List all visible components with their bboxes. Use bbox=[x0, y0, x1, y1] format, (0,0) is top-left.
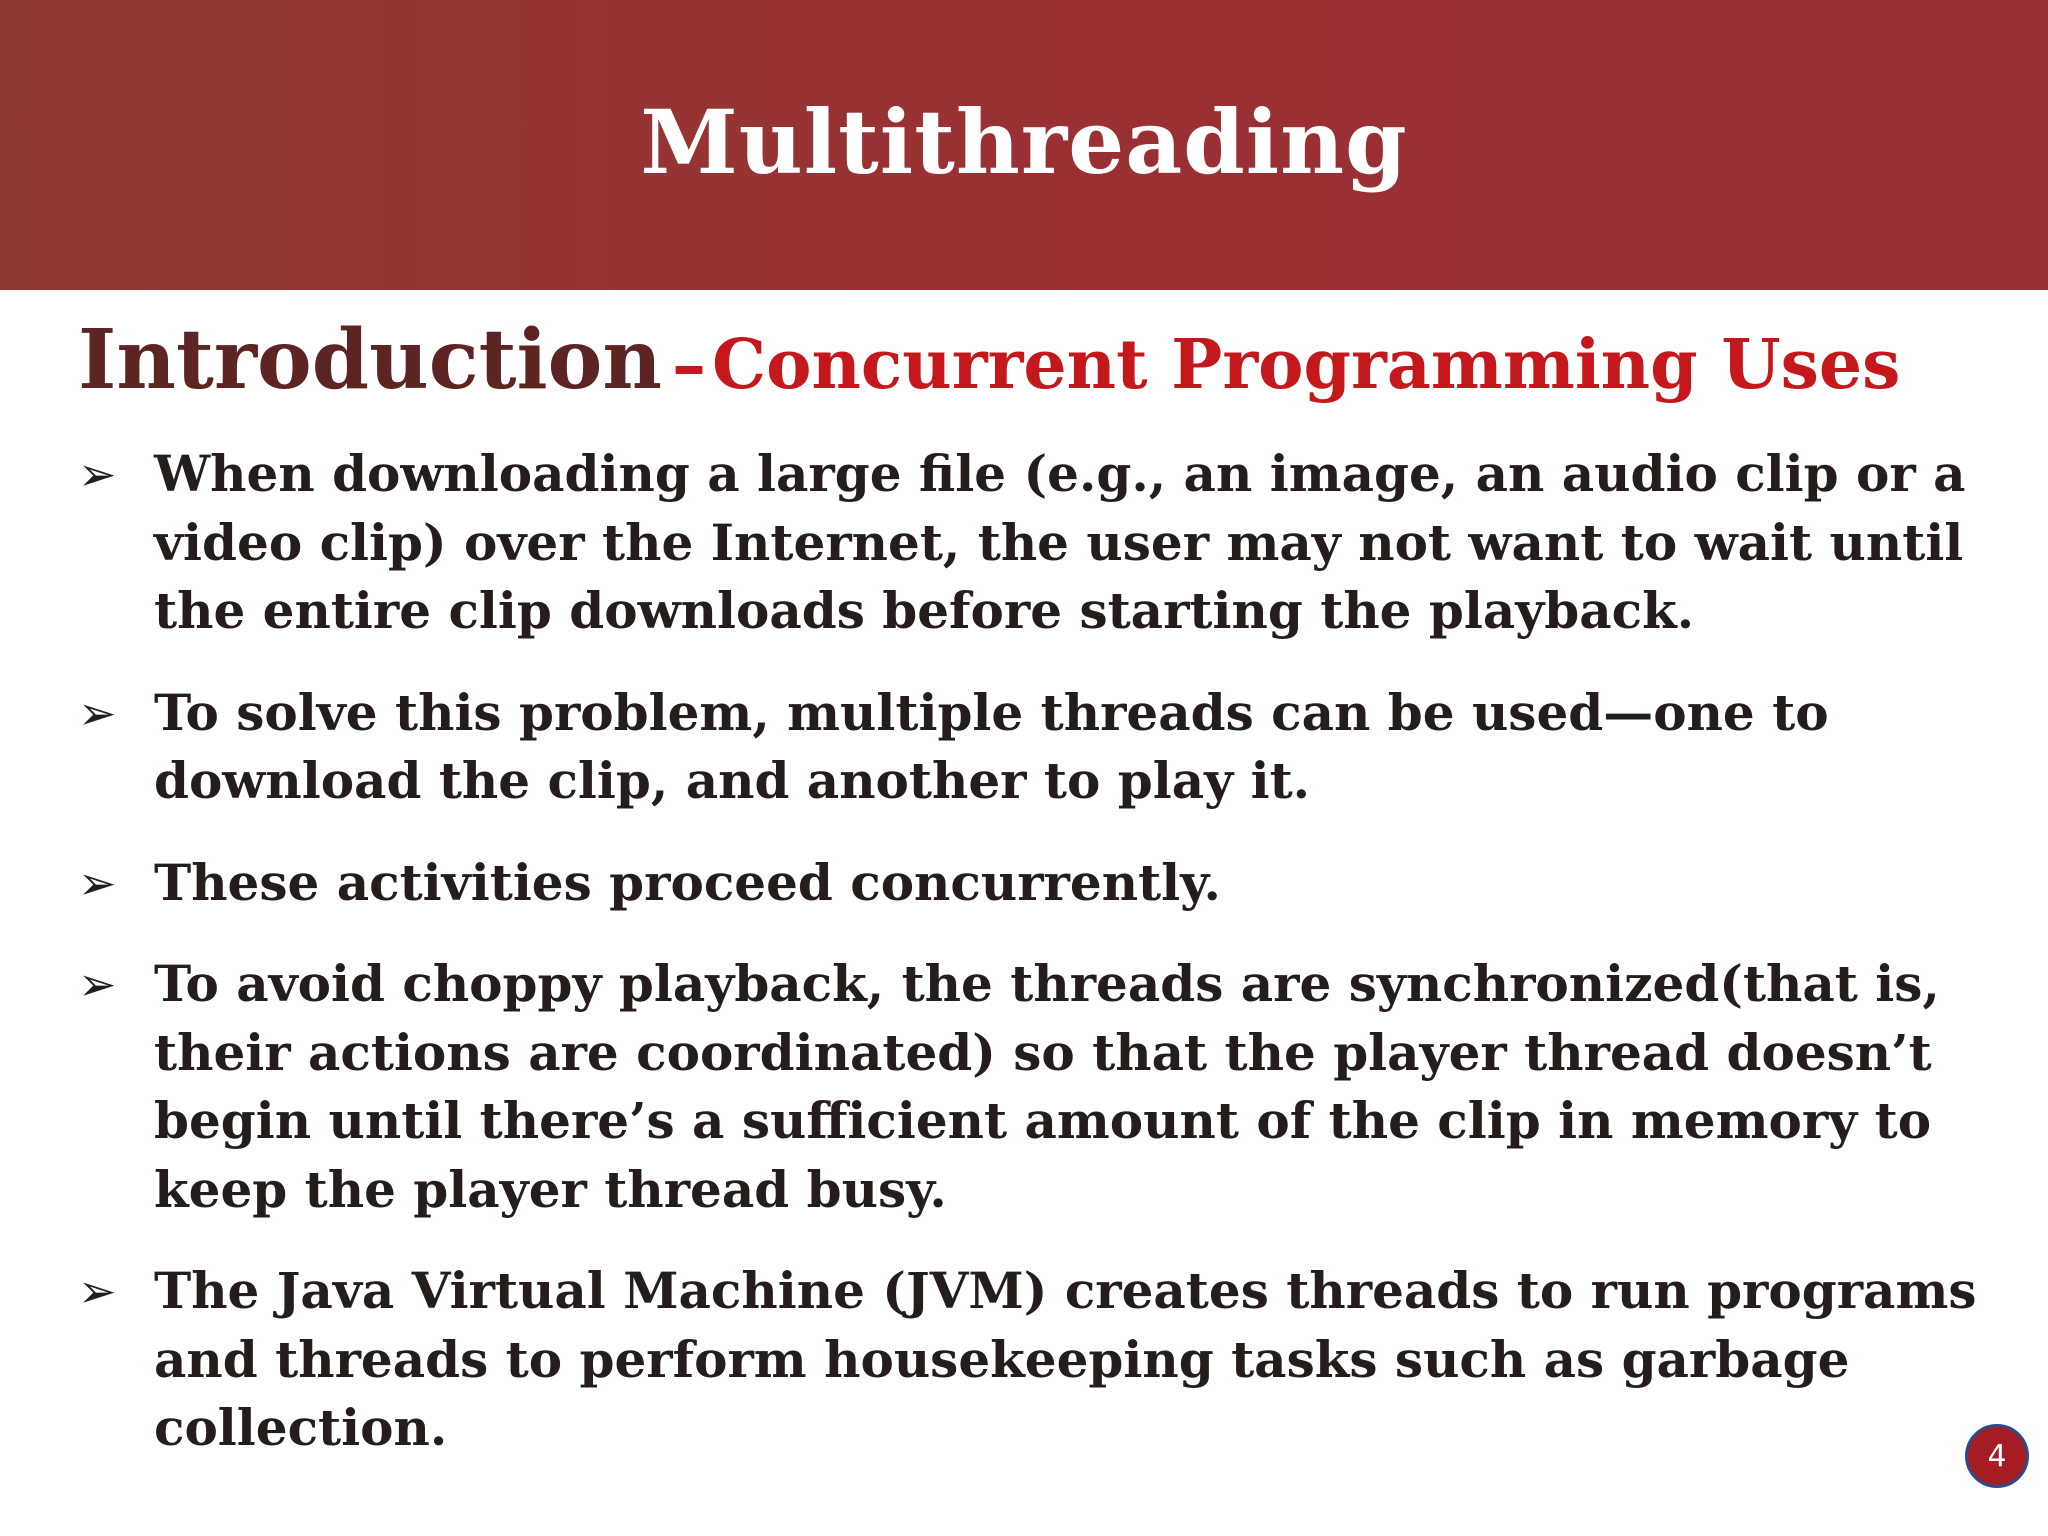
bullet-item bbox=[78, 440, 1998, 646]
arrow-bullet-icon: ➢ bbox=[78, 957, 117, 1011]
slide-title: Multithreading bbox=[640, 90, 1408, 194]
bullet-text: When downloading a large file (e.g., an image, an audio clip or a video clip) over the Internet, the user may not want to wait until the entire clip downloads before starting the playback. bbox=[154, 444, 1966, 640]
subtitle-separator: – bbox=[671, 325, 706, 405]
page-number-badge: 4 bbox=[1965, 1424, 2029, 1488]
header-band bbox=[0, 0, 2048, 290]
slide-subtitle bbox=[78, 300, 1900, 443]
bullet-text: These activities proceed concurrently. bbox=[154, 852, 1221, 912]
arrow-bullet-icon: ➢ bbox=[78, 1264, 117, 1318]
bullet-item bbox=[78, 849, 1998, 918]
bullet-item bbox=[78, 1257, 1998, 1463]
bullet-text: To solve this problem, multiple threads can be used—one to download the clip, and another to play it. bbox=[154, 682, 1829, 810]
arrow-bullet-icon: ➢ bbox=[78, 685, 117, 740]
bullet-list bbox=[78, 440, 1998, 1496]
arrow-bullet-icon: ➢ bbox=[78, 447, 117, 501]
bullet-text: To avoid choppy playback, the threads are synchronized(that is, their actions are coordinated) so that the player thread doesn’t begin until there’s a sufficient amount of the clip in memory to keep the player thread busy. bbox=[154, 954, 1940, 1219]
subtitle-main: Introduction bbox=[78, 312, 662, 408]
bullet-item bbox=[78, 679, 1998, 816]
bullet-item bbox=[78, 950, 1998, 1224]
subtitle-topic: Concurrent Programming Uses bbox=[711, 325, 1901, 405]
bullet-text: The Java Virtual Machine (JVM) creates threads to run programs and threads to perform housekeeping tasks such as garbage collection. bbox=[154, 1261, 1977, 1457]
arrow-bullet-icon: ➢ bbox=[78, 855, 117, 910]
